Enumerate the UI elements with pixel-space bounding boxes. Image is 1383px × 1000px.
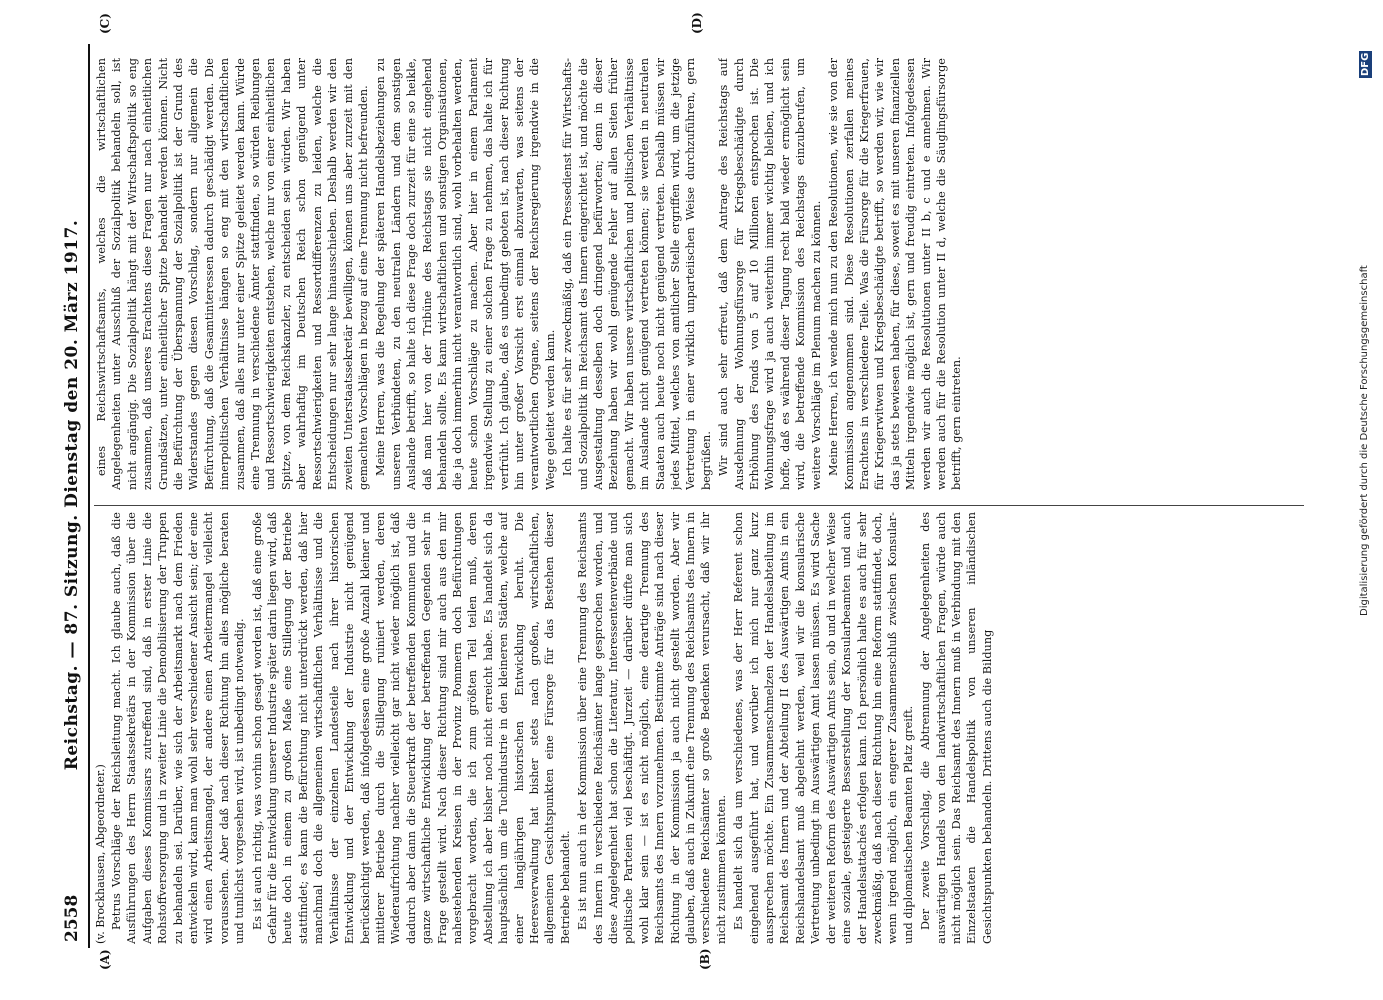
paragraph: Es handelt sich da um verschiedenes, was der Herr Referent schon eingehend ausgeführt hat, und worüber ich mich nur ganz kurz aussprechen möchte. Ein Zusammenschmelzen der Handelsabteilung im Reichsamt des Innern und der Abteilung II des Auswärtigen Amts in ein Reichshandelsamt muß abgelehnt werden, weil wir die konsularische Vertretung unbedingt im Auswärtigen Amt lassen müssen. Es wird Sache der weiteren Reform des Auswärtigen Amts sein, ob und in welcher Weise eine soziale, gesteigerte Besserstellung der Konsularbeamten und auch der Handelsattachés erfolgen kann. Ich persönlich halte es auch für sehr zweckmäßig, daß nach dieser Richtung hin eine Reform stattfindet, doch, wenn irgend möglich, ein engerer Zusammenschluß zwischen Konsular- und diplomatischen Beamten Platz greift. <box>732 512 915 944</box>
paragraph: Meine Herren, ich wende mich nun zu den Resolutionen, wie sie von der Kommission angenommen sind. Diese Resolutionen zerfallen meines Erachtens in verschiedene Teile. Was die Fürsorge für die Kriegerfrauen, für Kriegerwitwen und Kriegsbeschädigte betrifft, so werden wir, wie wir das ja stets bewiesen haben, für diese, soweit es mit unseren finanziellen Mitteln irgendwie möglich ist, gern und freudig eintreten. Infolgedessen werden wir auch die Resolutionen unter II b, c und e annehmen. Wir werden auch für die Resolution unter II d, welche die Säuglingsfürsorge betrifft, gern eintreten. <box>827 58 964 490</box>
margin-mark-a: (A) <box>98 949 112 970</box>
header-title: Reichstag. — 87. Sitzung. Dienstag den 20. März 1917. <box>62 219 82 771</box>
page-header <box>62 48 86 942</box>
header-rule <box>88 44 90 948</box>
left-column <box>94 512 1304 944</box>
paragraph: Der zweite Vorschlag, die Abtrennung der Angelegenheiten des auswärtigen Handels von den landwirtschaftlichen Fragen, würde auch nicht möglich sein. Das Reichsamt des Innern muß in Verbindung mit den Einzelstaaten die Handelspolitik von unseren inländischen Gesichtspunkten behandeln. Drittens auch die Bildung <box>919 512 994 944</box>
margin-mark-d: (D) <box>690 12 704 34</box>
paragraph: Es ist auch richtig, was vorhin schon gesagt worden ist, daß eine große Gefahr für die Entwicklung unserer Industrie später darin liegen wird, daß heute doch in einem zu großen Maße eine Stillegung der Betriebe stattfindet; es kann die Befürchtung nicht unterdrückt werden, daß hier manchmal doch die allgemeinen wirtschaftlichen Verhältnisse und die Verhältnisse der einzelnen Landesteile nach ihrer historischen Entwicklung und der Entwicklung der Industrie nicht genügend berücksichtigt werden, daß infolgedessen eine große Anzahl kleiner und mittlerer Betriebe durch die Stillegung ruiniert werden, deren Wiederaufrichtung nachher vielleicht gar nicht wieder möglich ist, daß dadurch aber dann die Steuerkraft der betreffenden Kommunen und die ganze wirtschaftliche Entwicklung der betreffenden Gegenden sehr in Frage gestellt wird. Nach dieser Richtung sind mir auch aus den mir nahestehenden Kreisen in der Provinz Pommern doch Befürchtungen vorgebracht worden, die ich zum größten Teil teilen muß, deren Abstellung ich aber bisher noch nicht erreicht habe. Es handelt sich da hauptsächlich um die Tuchindustrie in den kleineren Städten, welche auf einer langjährigen historischen Entwicklung beruht. Die Heeresverwaltung hat bisher stets nach großen, wirtschaftlichen, allgemeinen Gesichtspunkten eine Fürsorge für das Bestehen dieser Betriebe behandelt. <box>250 512 572 944</box>
paragraph: Meine Herren, was die Regelung der späteren Handelsbeziehungen zu unseren Verbündeten, zu den neutralen Ländern und dem sonstigen Auslande betrifft, so halte ich diese Frage doch zurzeit für eine so heikle, daß man hier von der Tribüne des Reichstags sie nicht eingehend behandeln sollte. Es kann wirtschaftlichen und sonstigen Organisationen, die ja doch immerhin nicht verantwortlich sind, wohl vorbehalten werden, heute schon Vorschläge zu machen. Aber hier in einem Parlament irgendwie Stellung zu einer solchen Frage zu nehmen, das halte ich für verfrüht. Ich glaube, daß es unbedingt geboten ist, nach dieser Richtung hin unter großer Vorsicht erst einmal abzuwarten, was seitens der verantwortlichen Organe, seitens der Reichsregierung irgendwie in die Wege geleitet werden kann. <box>374 58 557 490</box>
margin-mark-c: (C) <box>98 13 112 34</box>
speaker-line: (v. Brockhausen, Abgeordneter.) <box>94 764 107 944</box>
column-divider <box>94 505 1304 506</box>
paragraph: Es ist nun auch in der Kommission über eine Trennung des Reichsamts des Innern in verschiedene Reichsämter lange gesprochen worden, und diese Angelegenheit hat schon die Literatur, Interessentenverbände und politische Parteien viel beschäftigt. Jurzeit — darüber dürfte man sich wohl klar sein — ist es nicht möglich, eine derartige Trennung des Reichsamts des Innern vorzunehmen. Bestimmte Anträge sind nach dieser Richtung in der Kommission ja auch nicht gestellt worden. Aber wir glauben, daß auch in Zukunft eine Trennung des Reichsamts des Innern in verschiedene Reichsämter so große Bedenken verursacht, daß wir ihr nicht zustimmen könnten. <box>576 512 728 944</box>
paragraph: eines Reichswirtschaftsamts, welches die wirtschaftlichen Angelegenheiten unter Ausschluß der Sozialpolitik behandeln soll, ist nicht angängig. Die Sozialpolitik hängt mit der Wirtschaftspolitik so eng zusammen, daß unseres Erachtens diese Fragen nur nach einheitlichen Grundsätzen, unter einheitlicher Spitze behandelt werden können. Nicht die Befürchtung der Überspannung der Sozialpolitik ist der Grund des Widerstandes gegen diesen Vorschlag, sondern nur allgemein die Befürchtung, daß die Gesamtinteressen dadurch geschädigt werden. Die innerpolitischen Verhältnisse hängen so eng mit den wirtschaftlichen zusammen, daß alles nur unter einer Spitze geleitet werden kann. Würde eine Trennung in verschiedene Ämter stattfinden, so würden Reibungen und Ressortschwierigkeiten entstehen, welche nur von einer einheitlichen Spitze, von dem Reichskanzler, zu entscheiden sein würden. Wir haben aber wahrhaftig im Deutschen Reich schon genügend unter Ressortschwierigkeiten und Ressortdifferenzen zu leiden, welche die Entscheidungen nur sehr lange hinausschieben. Deshalb werden wir den zweiten Unterstaatssekretär bewilligen, können uns aber zurzeit mit den gemachten Vorschlägen in bezug auf eine Trennung nicht befreunden. <box>95 58 370 490</box>
margin-mark-b: (B) <box>698 948 712 970</box>
paragraph: Ich halte es für sehr zweckmäßig, daß ein Pressedienst für Wirtschafts- und Sozialpolitik im Reichsamt des Innern eingerichtet ist, und möchte die Ausgestaltung desselben doch dringend befürworten; denn in dieser Beziehung haben wir wohl genügende Fehler auf allen Seiten früher gemacht. Wir haben unsere wirtschaftlichen und politischen Verhältnisse im Auslande nicht genügend vertreten können; sie werden in neutralen Staaten auch heute noch nicht genügend vertreten. Deshalb müssen wir jedes Mittel, welches von amtlicher Stelle ergriffen wird, um die jetzige Vertretung in einer wirklich unparteiischen Weise durchzuführen, gern begrüßen. <box>561 58 713 490</box>
dfg-logo-text: DFG <box>1360 52 1371 76</box>
paragraph: Petrus Vorschläge der Reichsleitung macht. Ich glaube auch, daß die Ausführungen des Herrn Staatssekretärs in der Kommission über die Aufgaben dieses Kommissars zutreffend sind, daß in erster Linie die Rohstoffversorgung und in zweiter Linie die Demobilisierung der Truppen zu behandeln sei. Darüber, wie sich der Arbeitsmarkt nach dem Frieden entwickeln wird, kann man wohl sehr verschiedener Ansicht sein; der eine wird einen Arbeitsmangel, der andere einen Arbeitermangel vielleicht voraussehen. Aber daß nach dieser Richtung hin alles mögliche beraten und tunlichst vorgesehen wird, ist unbedingt notwendig. <box>110 512 247 944</box>
digitization-credit: Digitalisierung gefördert durch die Deutsche Forschungsgemeinschaft <box>1359 265 1370 616</box>
page-number: 2558 <box>62 894 82 942</box>
right-column <box>94 58 1304 490</box>
dfg-logo <box>1359 8 1377 78</box>
paragraph: Wir sind auch sehr erfreut, daß dem Antrage des Reichstags auf Ausdehnung der Wohnungsfürsorge für Kriegsbeschädigte durch Erhöhung des Fonds von 5 auf 10 Millionen entsprochen ist. Die Wohnungsfrage wird ja auch weiterhin immer wichtig bleiben, und ich hoffe, daß es während dieser Tagung recht bald wieder ermöglicht sein wird, die betreffende Kommission des Reichstags einzuberufen, um weitere Vorschläge im Plenum machen zu können. <box>717 58 823 490</box>
